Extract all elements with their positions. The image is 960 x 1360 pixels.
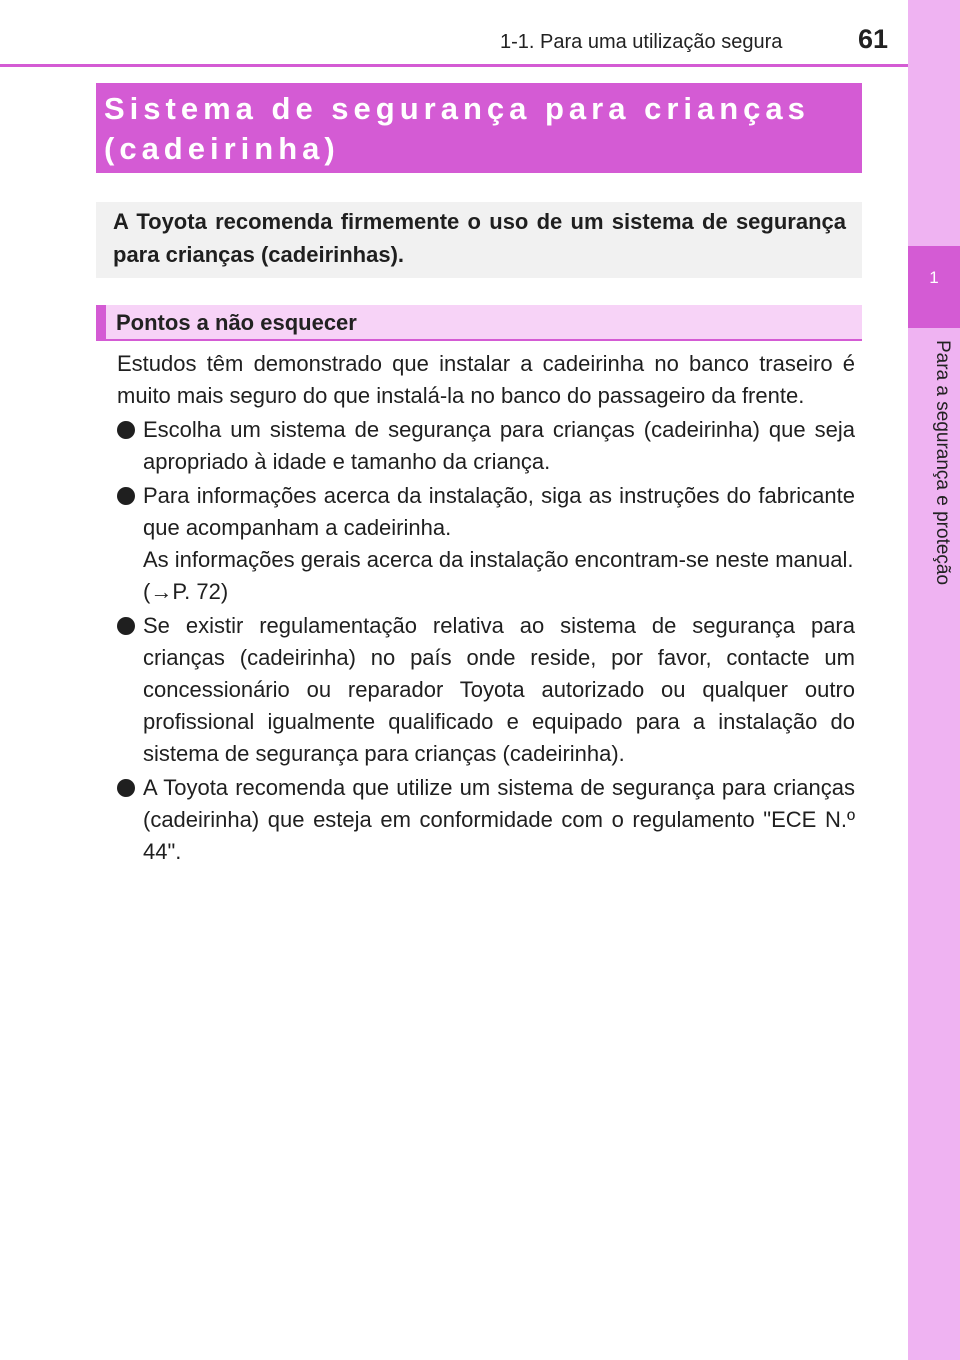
page-reference-link[interactable]: (→P. 72)	[143, 579, 229, 604]
bullet-dot-icon	[117, 617, 135, 635]
intro-box	[96, 202, 862, 278]
points-paragraph: Estudos têm demonstrado que instalar a cadeirinha no banco traseiro é muito mais seguro do que instalá-la no banco do passageiro da frente.	[117, 351, 855, 408]
chapter-number: 1	[929, 268, 939, 287]
points-body	[117, 348, 855, 870]
chapter-side-tab	[908, 0, 960, 1360]
section-name: 1-1. Para uma utilização segura	[500, 31, 783, 53]
bullet-text: A Toyota recomenda que utilize um sistema de segurança para crianças (cadeirinha) que esteja em conformidade com o regulamento "ECE N.º 44".	[143, 775, 855, 864]
intro-text: A Toyota recomenda firmemente o uso de um sistema de segurança para crianças (cadeirinhas).	[113, 209, 846, 267]
bullet-dot-icon	[117, 421, 135, 439]
points-header	[96, 305, 862, 341]
chapter-title: Para a segurança e proteção	[932, 340, 953, 586]
bullet-text: Se existir regulamentação relativa ao sistema de segurança para crianças (cadeirinha) no país onde reside, por favor, contacte um concessionário ou reparador Toyota autorizado ou qualquer outro profissional igualmente qualificado e equipado para a instalação do sistema de segurança para crianças (cadeirinha).	[143, 613, 855, 766]
bullet-extra-text: As informações gerais acerca da instalação encontram-se neste manual.	[143, 547, 854, 572]
bullet-item	[117, 772, 855, 868]
bullet-dot-icon	[117, 779, 135, 797]
header-rule	[0, 64, 908, 67]
bullet-item	[117, 414, 855, 478]
section-title-line-2: (cadeirinha)	[104, 131, 340, 166]
bullet-item	[117, 480, 855, 608]
section-title-line-1: Sistema de segurança para crianças	[104, 91, 810, 126]
bullet-item	[117, 610, 855, 770]
bullet-dot-icon	[117, 487, 135, 505]
section-title-box	[96, 83, 862, 173]
points-heading: Pontos a não esquecer	[116, 310, 357, 335]
page-number: 61	[858, 24, 889, 54]
bullet-text: Escolha um sistema de segurança para crianças (cadeirinha) que seja apropriado à idade e tamanho da criança.	[143, 417, 855, 474]
bullet-text: Para informações acerca da instalação, siga as instruções do fabricante que acompanham a cadeirinha.	[143, 483, 855, 540]
